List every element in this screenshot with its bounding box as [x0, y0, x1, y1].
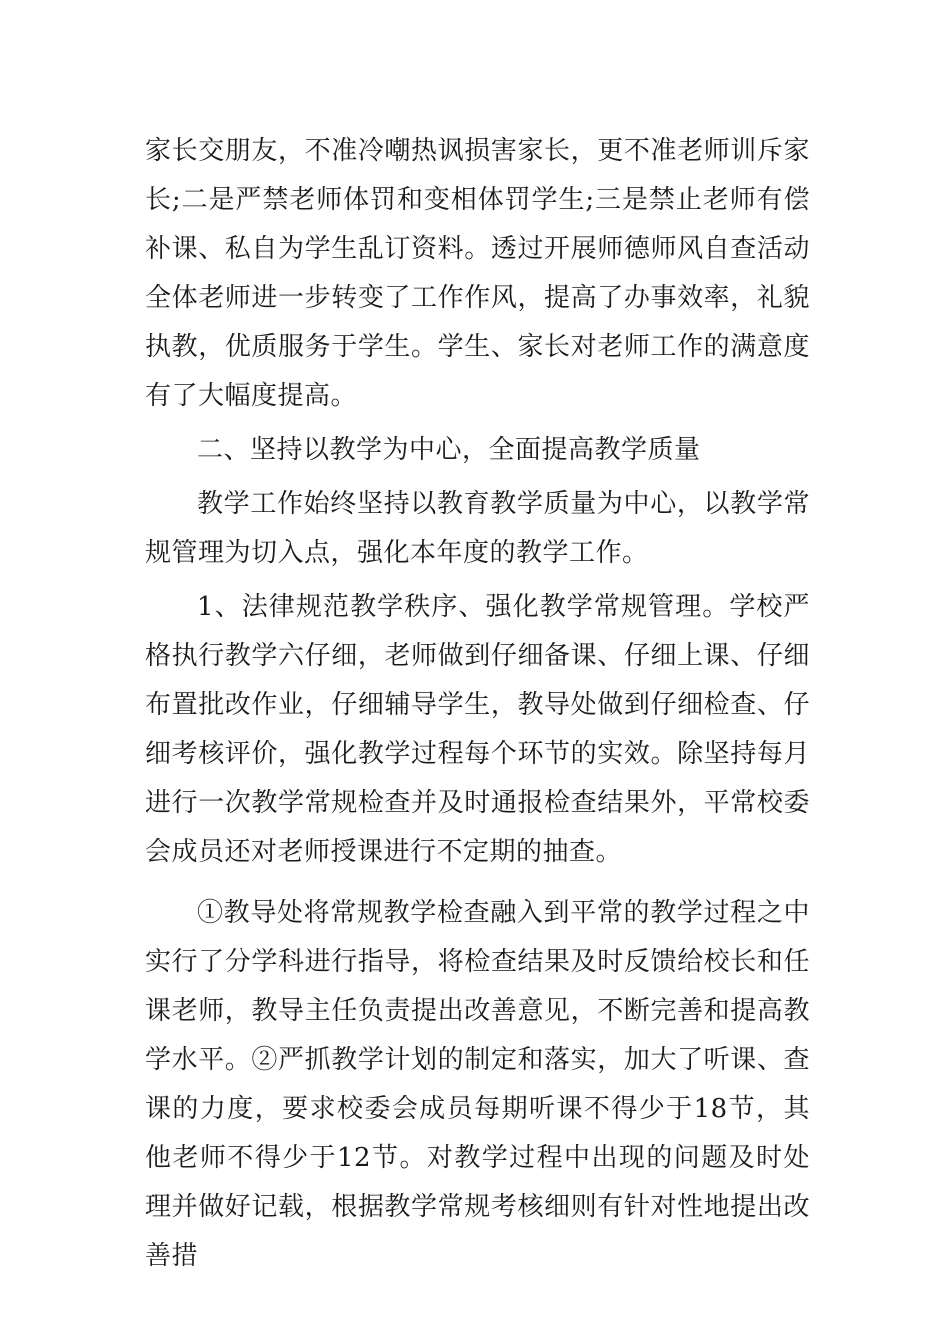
paragraph-inspection-details: ①教导处将常规教学检查融入到平常的教学过程之中实行了分学科进行指导，将检查结果及时反馈给校长和任课老师，教导主任负责提出改善意见，不断完善和提高教学水平。②严抓教学计划的制定和落实，加大了听课、查课的力度，要求校委会成员每期听课不得少于18节，其他老师不得少于12节。对教学过程中出现的问题及时处理并做好记载，根据教学常规考核细则有针对性地提出改善措 [145, 898, 810, 1271]
section-heading: 二、坚持以教学为中心，全面提高教学质量 [197, 435, 701, 465]
paragraph-continuation: 家长交朋友，不准冷嘲热讽损害家长，更不准老师训斥家长;二是严禁老师体罚和变相体罚学生;三是禁止老师有偿补课、私自为学生乱订资料。透过开展师德师风自查活动全体老师进一步转变了工作作风，提高了办事效率，礼貌执教，优质服务于学生。学生、家长对老师工作的满意度有了大幅度提高。 [145, 136, 810, 411]
paragraph-routine-management: 1、法律规范教学秩序、强化教学常规管理。学校严格执行教学六仔细，老师做到仔细备课、仔细上课、仔细布置批改作业，仔细辅导学生，教导处做到仔细检查、仔细考核评价，强化教学过程每个环节的实效。除坚持每月进行一次教学常规检查并及时通报检查结果外，平常校委会成员还对老师授课进行不定期的抽查。 [145, 592, 810, 867]
document-body [145, 127, 810, 1281]
paragraph-teaching-intro: 教学工作始终坚持以教育教学质量为中心，以教学常规管理为切入点，强化本年度的教学工作。 [145, 489, 810, 568]
